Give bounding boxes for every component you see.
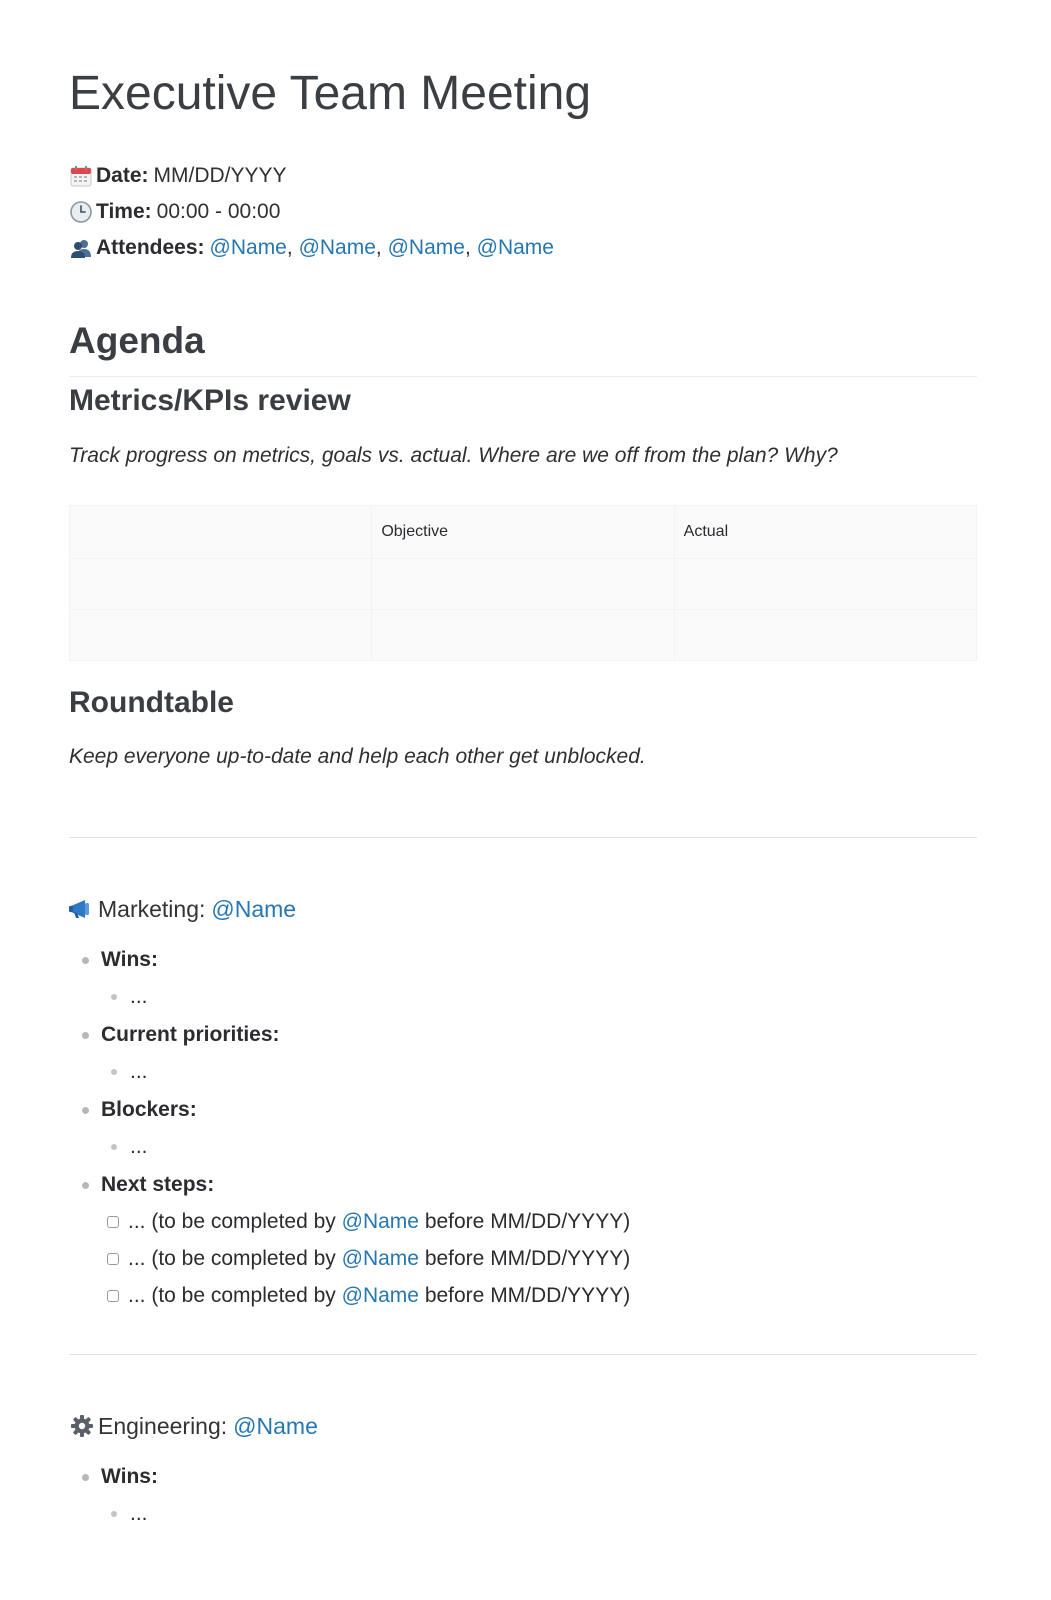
table-cell[interactable]	[70, 559, 372, 610]
bullet-icon	[82, 1182, 89, 1189]
date-value: MM/DD/YYYY	[153, 164, 287, 187]
section-divider	[69, 837, 977, 838]
table-row	[70, 559, 977, 610]
attendee-separator: ,	[286, 236, 293, 259]
task-text: ... (to be completed by	[128, 1210, 336, 1233]
attendees-label: Attendees:	[96, 236, 205, 259]
metrics-description: Track progress on metrics, goals vs. actual. Where are we off from the plan? Why?	[69, 444, 838, 467]
attendee-mention[interactable]: @Name	[298, 236, 376, 259]
task-checkbox[interactable]	[107, 1216, 119, 1228]
agenda-heading: Agenda	[69, 320, 205, 361]
list-item-text[interactable]: ...	[130, 1135, 148, 1158]
list-item-text[interactable]: ...	[130, 1060, 148, 1083]
meta-attendees	[69, 234, 554, 262]
task-text: before MM/DD/YYYY)	[424, 1247, 631, 1270]
list-item	[82, 946, 158, 974]
table-header-row	[70, 506, 977, 559]
task-item	[107, 1208, 630, 1236]
list-item-label: Blockers:	[101, 1098, 197, 1121]
bullet-icon	[82, 1032, 89, 1039]
list-item	[111, 1500, 148, 1528]
list-item	[82, 1096, 197, 1124]
list-item-text[interactable]: ...	[130, 1502, 148, 1525]
table-row	[70, 610, 977, 661]
task-checkbox[interactable]	[107, 1253, 119, 1265]
task-text: ... (to be completed by	[128, 1284, 336, 1307]
roundtable-heading: Roundtable	[69, 686, 234, 719]
list-item	[111, 1058, 148, 1086]
task-mention[interactable]: @Name	[341, 1210, 419, 1233]
engineering-heading	[69, 1410, 318, 1442]
page-title: Executive Team Meeting	[69, 67, 592, 120]
time-label: Time:	[96, 200, 152, 223]
bullet-icon	[82, 1474, 89, 1481]
list-item	[111, 1133, 148, 1161]
clock-icon	[69, 200, 93, 224]
task-mention[interactable]: @Name	[341, 1247, 419, 1270]
agenda-divider	[69, 376, 977, 377]
task-mention[interactable]: @Name	[341, 1284, 419, 1307]
list-item-text[interactable]: ...	[130, 985, 148, 1008]
bullet-icon	[82, 1107, 89, 1114]
task-text: ... (to be completed by	[128, 1247, 336, 1270]
bullet-icon	[111, 1069, 117, 1075]
bullet-icon	[82, 957, 89, 964]
attendee-separator: ,	[464, 236, 471, 259]
time-value: 00:00 - 00:00	[156, 200, 281, 223]
attendee-separator: ,	[375, 236, 382, 259]
engineering-owner-mention[interactable]: @Name	[233, 1412, 318, 1439]
attendee-mention[interactable]: @Name	[476, 236, 554, 259]
metrics-heading: Metrics/KPIs review	[69, 384, 351, 417]
calendar-icon	[69, 164, 93, 188]
marketing-heading	[69, 893, 296, 925]
table-cell[interactable]	[674, 610, 976, 661]
section-divider	[69, 1354, 977, 1355]
list-item-label: Wins:	[101, 948, 158, 971]
table-cell[interactable]	[674, 559, 976, 610]
list-item-label: Current priorities:	[101, 1023, 280, 1046]
table-header-cell[interactable]: Actual	[674, 506, 976, 559]
task-item	[107, 1282, 630, 1310]
gear-icon	[69, 1413, 95, 1439]
task-checkbox[interactable]	[107, 1290, 119, 1302]
bullet-icon	[111, 994, 117, 1000]
date-label: Date:	[96, 164, 149, 187]
meta-time	[69, 198, 280, 226]
task-item	[107, 1245, 630, 1273]
table-cell[interactable]	[372, 559, 674, 610]
task-text: before MM/DD/YYYY)	[424, 1210, 631, 1233]
engineering-label: Engineering:	[98, 1412, 228, 1439]
marketing-owner-mention[interactable]: @Name	[211, 895, 297, 922]
list-item	[82, 1171, 214, 1199]
list-item	[82, 1463, 158, 1491]
list-item	[82, 1021, 280, 1049]
kpi-table	[69, 505, 977, 661]
bullet-icon	[111, 1511, 117, 1517]
attendee-mention[interactable]: @Name	[387, 236, 465, 259]
meta-date	[69, 162, 287, 190]
list-item-label: Next steps:	[101, 1173, 215, 1196]
task-text: before MM/DD/YYYY)	[424, 1284, 631, 1307]
table-cell[interactable]	[70, 610, 372, 661]
list-item-label: Wins:	[101, 1465, 158, 1488]
roundtable-description: Keep everyone up-to-date and help each other get unblocked.	[69, 745, 646, 768]
table-header-cell[interactable]: Objective	[372, 506, 674, 559]
table-header-cell[interactable]	[70, 506, 372, 559]
attendee-mention[interactable]: @Name	[209, 236, 287, 259]
marketing-label: Marketing:	[98, 895, 206, 922]
table-cell[interactable]	[372, 610, 674, 661]
list-item	[111, 983, 148, 1011]
megaphone-icon	[69, 896, 95, 922]
people-icon	[69, 236, 93, 260]
bullet-icon	[111, 1144, 117, 1150]
